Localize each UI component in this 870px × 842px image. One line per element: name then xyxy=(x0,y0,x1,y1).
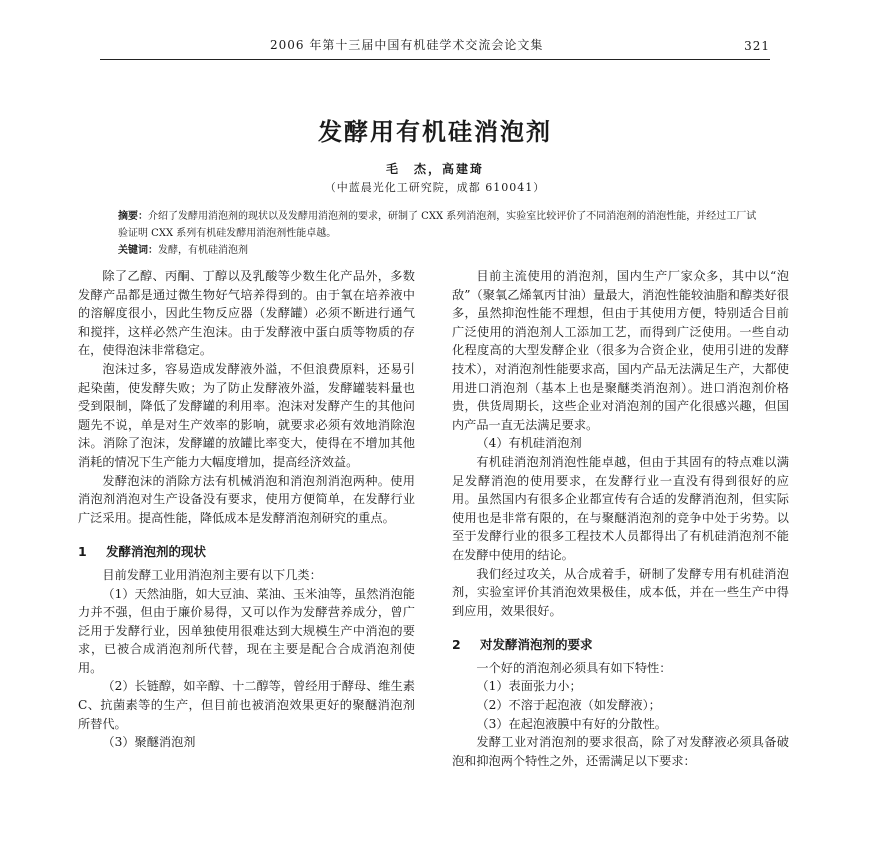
paragraph: 我们经过攻关，从合成着手，研制了发酵专用有机硅消泡剂，实验室评价其消泡效果极佳，成本低，并在一些生产中得到应用，效果很好。 xyxy=(452,566,789,618)
page-number: 321 xyxy=(744,39,770,53)
paper-title: 发酵用有机硅消泡剂 xyxy=(318,118,552,146)
list-item: （2）不溶于起泡液（如发酵液）； xyxy=(476,698,661,713)
list-item: （1）表面张力小； xyxy=(476,679,582,694)
paragraph: 目前发酵工业用消泡剂主要有以下几类： xyxy=(102,567,322,582)
abstract-label: 摘要： xyxy=(118,211,148,222)
paragraph: 泡沫过多，容易造成发酵液外溢，不但浪费原料，还易引起染菌，使发酵失败；为了防止发酵液外溢，发酵罐装料量也受到限制，降低了发酵罐的利用率。泡沫对发酵产生的其他问题先不说，单是对生产效率的影响，就要求必须有效地消除泡沫。消除了泡沫，发酵罐的放罐比率变大，使得在不增加其他消耗的情况下生产能力大幅度增加，提高经济效益。 xyxy=(78,361,415,469)
paragraph: 一个好的消泡剂必须具有如下特性： xyxy=(476,660,672,675)
abstract-text: 介绍了发酵用消泡剂的现状以及发酵用消泡剂的要求，研制了 CXX 系列消泡剂，实验室比较评价了不同消泡剂的消泡性能，并经过工厂试验证明 CXX 系列有机硅发酵用消泡剂性能卓越。 xyxy=(118,211,757,239)
keywords xyxy=(118,242,758,259)
paragraph: （2）长链醇，如辛醇、十二醇等，曾经用于酵母、维生素 C、抗菌素等的生产，但目前也被消泡效果更好的聚醚消泡剂所替代。 xyxy=(78,679,415,731)
section-title: 对发酵消泡剂的要求 xyxy=(480,637,593,653)
subsection-heading: （4）有机硅消泡剂 xyxy=(476,436,582,451)
paragraph: 发酵泡沫的消除方法有机械消泡和消泡剂消泡两种。使用消泡剂消泡对生产设备没有要求，使用方便简单，在发酵行业广泛采用。提高性能，降低成本是发酵消泡剂研究的重点。 xyxy=(78,473,415,525)
paragraph: （1）天然油脂，如大豆油、菜油、玉米油等，虽然消泡能力并不强，但由于廉价易得，又可以作为发酵营养成分，曾广泛用于发酵行业，因单独使用很难达到大规模生产中消泡的要求，已被合成消泡剂所代替，现在主要是配合合成消泡剂使用。 xyxy=(78,586,415,675)
paragraph: 除了乙醇、丙酮、丁醇以及乳酸等少数生化产品外，多数发酵产品都是通过微生物好气培养得到的。由于氧在培养液中的溶解度很小，因此生物反应器（发酵罐）必须不断进行通气和搅拌，这样必然产生泡沫。由于发酵液中蛋白质等物质的存在，使得泡沫非常稳定。 xyxy=(78,269,415,358)
abstract-block xyxy=(118,208,758,259)
paragraph: 有机硅消泡剂消泡性能卓越，但由于其固有的特点难以满足发酵消泡的使用要求，在发酵行业一直没有得到很好的应用。虽然国内有很多企业都宣传有合适的发酵消泡剂，但实际使用也是非常有限的，在与聚醚消泡剂的竞争中处于劣势。以至于发酵行业的很多工程技术人员都得出了有机硅消泡剂不能在发酵中使用的结论。 xyxy=(452,454,789,562)
paragraph: 发酵工业对消泡剂的要求很高，除了对发酵液必须具备破泡和抑泡两个特性之外，还需满足以下要求： xyxy=(452,735,789,768)
abstract xyxy=(118,208,758,242)
left-column xyxy=(78,267,415,752)
keywords-text: 发酵，有机硅消泡剂 xyxy=(158,245,248,256)
section-heading-2 xyxy=(452,636,789,655)
running-header xyxy=(100,36,770,60)
section-title: 发酵消泡剂的现状 xyxy=(106,544,207,560)
paper-authors: 毛 杰，高建琦 xyxy=(385,162,484,176)
section-number: 2 xyxy=(452,637,461,653)
journal-title: 2006 年第十三届中国有机硅学术交流会论文集 xyxy=(270,38,544,52)
list-item: （3）在起泡液膜中有好的分散性。 xyxy=(476,716,667,731)
paragraph: （3）聚醚消泡剂 xyxy=(102,735,196,750)
keywords-label: 关键词： xyxy=(118,245,158,256)
section-number: 1 xyxy=(78,544,87,560)
paper-affiliation: （中蓝晨光化工研究院，成都 610041） xyxy=(324,181,546,194)
section-heading-1 xyxy=(78,543,415,562)
paragraph: 目前主流使用的消泡剂，国内生产厂家众多，其中以“泡敌”（聚氧乙烯氧丙甘油）量最大，消泡性能较油脂和醇类好很多，虽然抑泡性能不理想，但由于其使用方便，特别适合目前广泛使用的消泡剂人工添加工艺，而得到广泛使用。一些自动化程度高的大型发酵企业（很多为合资企业，使用引进的发酵技术），对消泡剂性能要求高，国内产品无法满足生产，大都使用进口消泡剂（基本上也是聚醚类消泡剂）。进口消泡剂价格贵，供货周期长，这些企业对消泡剂的国产化很感兴趣，但国内产品一直无法满足要求。 xyxy=(452,269,789,432)
right-column xyxy=(452,267,789,770)
